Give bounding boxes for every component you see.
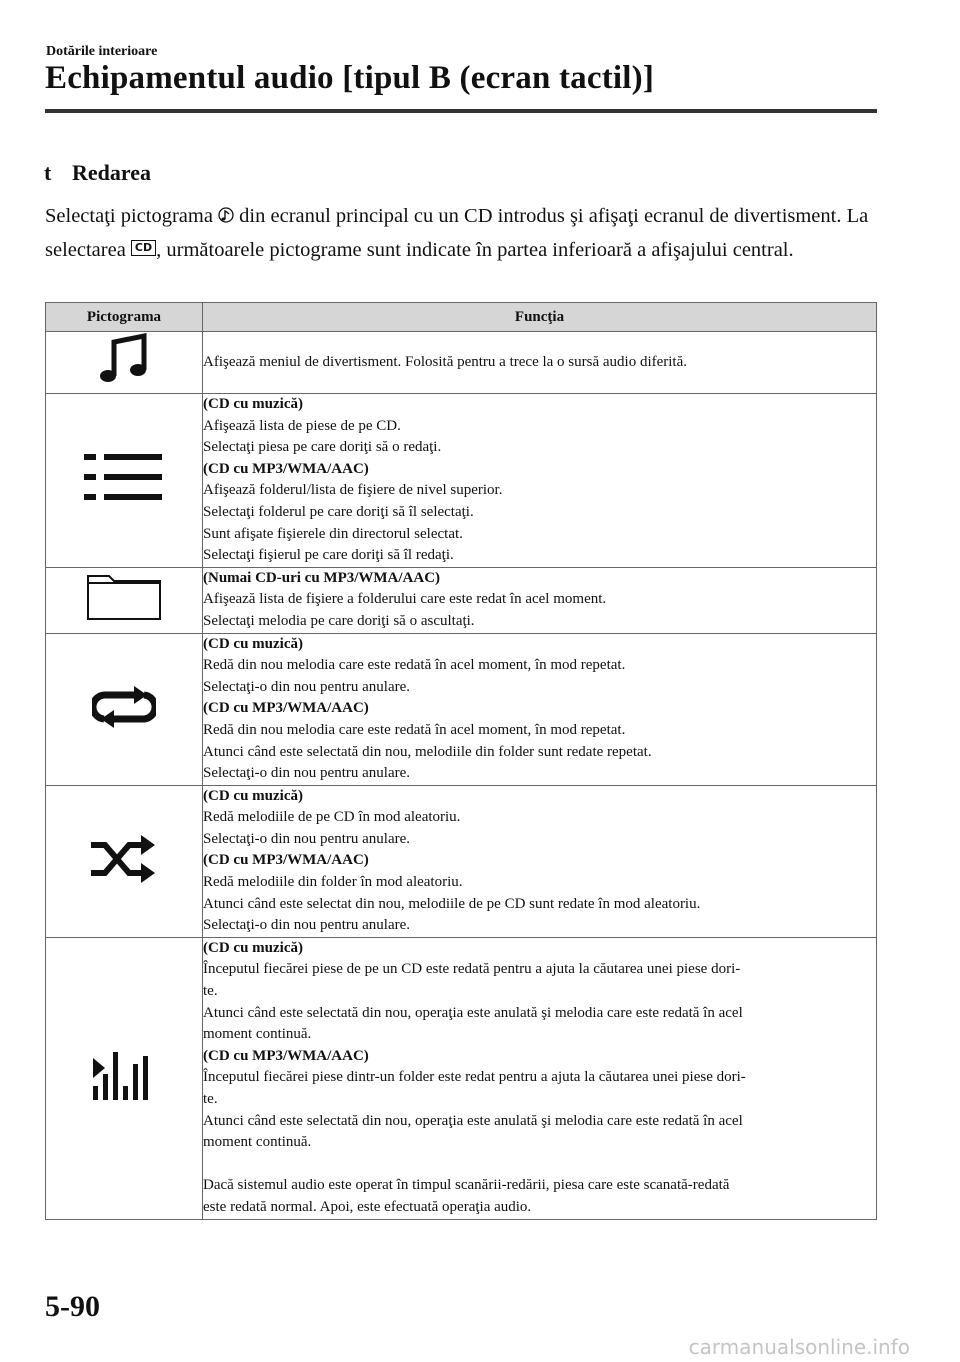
description-line: Sunt afişate fişierele din directorul selectat. <box>203 525 463 542</box>
scan-icon <box>93 1088 155 1104</box>
description-line: moment continuă. <box>203 1026 312 1043</box>
function-description <box>203 567 877 633</box>
music-note-inline-icon <box>218 204 234 235</box>
folder-icon <box>87 609 161 625</box>
intro-text-1: Selectaţi pictograma <box>45 205 219 227</box>
table-row <box>46 937 877 1219</box>
subsection-bullet: t <box>44 160 52 185</box>
function-description <box>203 633 877 785</box>
description-line: Selectaţi-o din nou pentru anulare. <box>203 678 411 695</box>
description-line: Atunci când este selectat din nou, melodiile de pe CD sunt redate în mod aleatoriu. <box>203 895 701 912</box>
description-heading: (CD cu muzică) <box>203 787 303 804</box>
table-row <box>46 332 877 394</box>
description-line: Afişează meniul de divertisment. Folosită pentru a trece la o sursă audio diferită. <box>203 353 688 370</box>
table-row <box>46 567 877 633</box>
description-heading: (Numai CD-uri cu MP3/WMA/AAC) <box>203 569 441 586</box>
table-row <box>46 633 877 785</box>
description-line: Afişează lista de fişiere a folderului care este redat în acel moment. <box>203 591 607 608</box>
icon-cell <box>46 785 203 937</box>
intro-text-2: din ecranul principal cu un CD introdus şi afişaţi ecranul de divertisment. La selectarea <box>45 205 869 261</box>
description-line: Atunci când este selectată din nou, operaţia este anulată şi melodia care este redată în acel <box>203 1112 743 1129</box>
table-header-row <box>46 303 877 332</box>
icon-cell <box>46 567 203 633</box>
icon-cell <box>46 633 203 785</box>
description-heading: (CD cu MP3/WMA/AAC) <box>203 852 369 869</box>
description-line: Selectaţi fişierul pe care doriţi să îl redaţi. <box>203 547 454 564</box>
column-header-icon: Pictograma <box>46 303 203 332</box>
icon-cell <box>46 937 203 1219</box>
page-title: Echipamentul audio [tipul B (ecran tactil)] <box>45 60 655 96</box>
description-line: Atunci când este selectată din nou, melodiile din folder sunt redate repetat. <box>203 743 652 760</box>
page-number: 5-90 <box>45 1290 100 1323</box>
description-line: este redată normal. Apoi, este efectuată operaţia audio. <box>203 1198 532 1215</box>
description-line: Redă melodiile din folder în mod aleatoriu. <box>203 874 463 891</box>
repeat-icon <box>92 717 156 733</box>
shuffle-icon <box>89 871 159 887</box>
description-line: Selectaţi melodia pe care doriţi să o ascultaţi. <box>203 612 475 629</box>
description-line: Selectaţi piesa pe care doriţi să o redaţi. <box>203 439 442 456</box>
description-heading: (CD cu MP3/WMA/AAC) <box>203 700 369 717</box>
music-note-icon <box>94 376 154 392</box>
subsection-title: Redarea <box>72 160 152 185</box>
function-description <box>203 332 877 394</box>
description-line: Selectaţi folderul pe care doriţi să îl selectaţi. <box>203 503 474 520</box>
function-description <box>203 937 877 1219</box>
description-line: Începutul fiecărei piese de pe un CD este redată pentru a ajuta la căutarea unei piese dori- <box>203 961 741 978</box>
description-line: te. <box>203 983 218 1000</box>
description-line: Începutul fiecărei piese dintr-un folder este redat pentru a ajuta la căutarea unei piese dori- <box>203 1069 746 1086</box>
description-line: Selectaţi-o din nou pentru anulare. <box>203 830 411 847</box>
description-line: Redă melodiile de pe CD în mod aleatoriu. <box>203 809 461 826</box>
description-heading: (CD cu MP3/WMA/AAC) <box>203 1047 369 1064</box>
description-line: moment continuă. <box>203 1134 312 1151</box>
cd-icon: CD <box>131 240 156 256</box>
function-table <box>45 302 877 1220</box>
watermark: carmanualsonline.info <box>688 1335 910 1359</box>
table-body <box>46 332 877 1220</box>
description-heading: (CD cu muzică) <box>203 635 303 652</box>
intro-paragraph <box>45 201 875 266</box>
section-label: Dotările interioare <box>46 44 158 59</box>
column-header-function: Funcţia <box>203 303 877 332</box>
list-icon <box>84 490 164 506</box>
description-line: Selectaţi-o din nou pentru anulare. <box>203 765 411 782</box>
description-line: Selectaţi-o din nou pentru anulare. <box>203 917 411 934</box>
description-line: Redă din nou melodia care este redată în acel moment, în mod repetat. <box>203 657 626 674</box>
description-heading: (CD cu muzică) <box>203 396 303 412</box>
title-divider <box>45 109 877 113</box>
table-row <box>46 785 877 937</box>
description-line: Afişează folderul/lista de fişiere de nivel superior. <box>203 482 503 499</box>
description-line: Redă din nou melodia care este redată în acel moment, în mod repetat. <box>203 721 626 738</box>
intro-text-3: , următoarele pictograme sunt indicate în partea inferioară a afişajului central. <box>156 239 794 261</box>
table-row <box>46 394 877 568</box>
icon-cell <box>46 332 203 394</box>
description-heading: (CD cu muzică) <box>203 939 303 956</box>
description-line <box>203 1154 876 1176</box>
function-description <box>203 394 877 568</box>
description-line: te. <box>203 1091 218 1107</box>
description-line: Dacă sistemul audio este operat în timpul scanării-redării, piesa care este scanată-redată <box>203 1177 730 1194</box>
description-line: Afişează lista de piese de pe CD. <box>203 417 401 434</box>
description-heading: (CD cu MP3/WMA/AAC) <box>203 460 369 477</box>
icon-cell <box>46 394 203 568</box>
function-description <box>203 785 877 937</box>
description-line: Atunci când este selectată din nou, operaţia este anulată şi melodia care este redată în acel <box>203 1004 743 1021</box>
subsection-heading <box>44 160 151 186</box>
